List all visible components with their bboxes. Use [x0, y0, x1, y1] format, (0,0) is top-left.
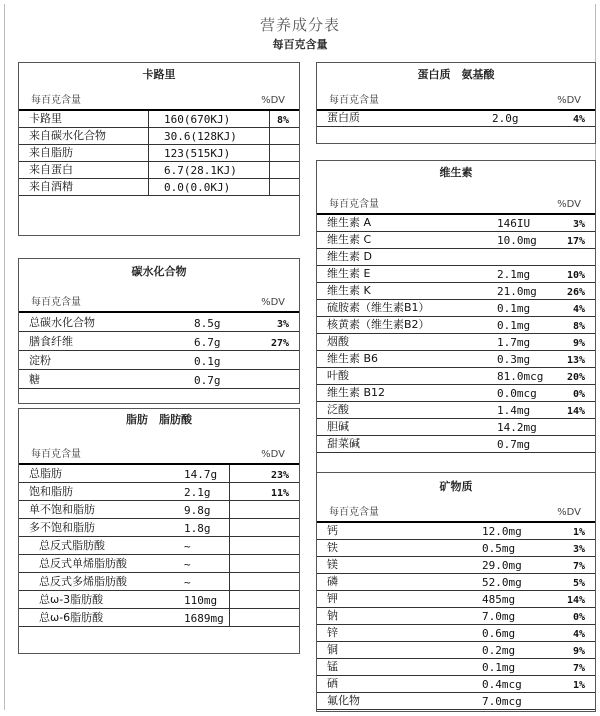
nutrient-name: 总反式脂肪酸: [39, 539, 105, 552]
nutrient-rows: [317, 111, 595, 127]
nutrient-row: [317, 642, 595, 659]
nutrient-daily-value: 1%: [572, 680, 585, 691]
nutrient-amount: 6.7(28.1KJ): [164, 164, 237, 177]
nutrient-row: [19, 501, 299, 519]
protein-panel: [316, 62, 596, 144]
nutrient-amount: 10.0mg: [497, 234, 537, 247]
nutrient-name: 来自蛋白: [29, 163, 73, 176]
nutrient-amount: ~: [184, 558, 191, 571]
daily-value-label: %DV: [557, 507, 581, 518]
nutrient-amount: 7.0mg: [482, 610, 516, 623]
nutrient-row: [19, 128, 299, 145]
nutrient-row: [317, 608, 595, 625]
nutrient-name: 硫胺素（维生素B1）: [327, 301, 430, 314]
vitamins-panel: [316, 160, 596, 474]
nutrient-amount: 0.3mg: [497, 353, 531, 366]
nutrient-row: [317, 625, 595, 642]
fats-panel: [18, 408, 300, 654]
nutrient-row: [317, 540, 595, 557]
nutrient-amount: 0.1mg: [482, 661, 516, 674]
daily-value-label: %DV: [261, 95, 285, 106]
per-100g-label: 每百克含量: [329, 199, 379, 210]
nutrient-daily-value: 26%: [566, 287, 585, 298]
nutrient-amount: 30.6(128KJ): [164, 130, 237, 143]
nutrient-row: [19, 179, 299, 196]
nutrient-row: [317, 574, 595, 591]
nutrient-daily-value: 1%: [572, 527, 585, 538]
nutrient-row: [19, 519, 299, 537]
nutrient-name: 甜菜碱: [327, 437, 360, 450]
nutrient-amount: 0.4mcg: [482, 678, 522, 691]
nutrient-row: [19, 573, 299, 591]
nutrient-name: 硒: [327, 677, 338, 690]
nutrient-amount: 1.4mg: [497, 404, 531, 417]
nutrient-daily-value: 11%: [270, 488, 289, 499]
nutrient-name: 总ω-3脂肪酸: [39, 593, 104, 606]
nutrient-row: [317, 232, 595, 249]
nutrient-daily-value: 10%: [566, 270, 585, 281]
nutrient-name: 铁: [327, 541, 338, 554]
nutrient-amount: 0.0mcg: [497, 387, 537, 400]
nutrient-name: 糖: [29, 373, 40, 386]
nutrient-row: [317, 215, 595, 232]
nutrient-amount: 0.1g: [194, 355, 221, 368]
panel-header: [19, 285, 299, 313]
nutrient-name: 维生素 B6: [327, 352, 379, 365]
nutrient-name: 钾: [327, 592, 338, 605]
nutrient-daily-value: 3%: [572, 219, 585, 230]
nutrient-row: [317, 249, 595, 266]
nutrient-name: 氟化物: [327, 694, 360, 707]
nutrient-amount: 146IU: [497, 217, 531, 230]
per-100g-label: 每百克含量: [31, 95, 81, 106]
nutrient-row: [317, 591, 595, 608]
nutrient-row: [317, 385, 595, 402]
nutrient-amount: 81.0mcg: [497, 370, 544, 383]
nutrient-name: 来自碳水化合物: [29, 129, 106, 142]
nutrient-amount: 52.0mg: [482, 576, 522, 589]
nutrient-row: [19, 111, 299, 128]
nutrient-amount: ~: [184, 540, 191, 553]
nutrient-rows: [19, 111, 299, 196]
panel-header: [19, 87, 299, 111]
carbohydrates-panel: [18, 258, 300, 404]
nutrient-amount: 1689mg: [184, 612, 224, 625]
nutrient-name: 单不饱和脂肪: [29, 503, 95, 516]
nutrient-amount: 0.7g: [194, 374, 221, 387]
nutrient-name: 总脂肪: [29, 467, 62, 480]
nutrient-row: [19, 465, 299, 483]
nutrient-name: 总反式单烯脂肪酸: [39, 557, 127, 570]
nutrient-row: [19, 555, 299, 573]
nutrient-daily-value: 7%: [572, 663, 585, 674]
nutrient-amount: 0.0(0.0KJ): [164, 181, 231, 194]
nutrient-amount: 14.7g: [184, 468, 218, 481]
per-100g-label: 每百克含量: [31, 449, 81, 460]
nutrient-amount: 14.2mg: [497, 421, 537, 434]
nutrient-row: [317, 419, 595, 436]
nutrient-amount: 2.0g: [492, 112, 519, 125]
nutrient-name: 维生素 D: [327, 250, 372, 263]
nutrient-name: 钠: [327, 609, 338, 622]
panel-title: 蛋白质 氨基酸: [417, 68, 495, 81]
nutrient-amount: 0.6mg: [482, 627, 516, 640]
nutrient-daily-value: 14%: [566, 595, 585, 606]
per-100g-label: 每百克含量: [329, 95, 379, 106]
nutrient-amount: 485mg: [482, 593, 516, 606]
nutrient-row: [317, 368, 595, 385]
nutrient-daily-value: 0%: [572, 612, 585, 623]
nutrient-daily-value: 0%: [572, 389, 585, 400]
nutrient-daily-value: 13%: [566, 355, 585, 366]
nutrient-daily-value: 4%: [572, 629, 585, 640]
nutrient-amount: 1.8g: [184, 522, 211, 535]
nutrient-name: 维生素 E: [327, 267, 371, 280]
nutrient-daily-value: 4%: [572, 114, 585, 125]
nutrient-rows: [19, 465, 299, 627]
nutrient-amount: 0.5mg: [482, 542, 516, 555]
nutrient-daily-value: 5%: [572, 578, 585, 589]
nutrient-row: [19, 370, 299, 389]
nutrient-row: [317, 266, 595, 283]
nutrient-row: [317, 351, 595, 368]
panel-title: 碳水化合物: [131, 265, 187, 278]
nutrient-name: 胆碱: [327, 420, 349, 433]
nutrient-name: 饱和脂肪: [29, 485, 73, 498]
nutrient-amount: 21.0mg: [497, 285, 537, 298]
nutrient-name: 维生素 B12: [327, 386, 386, 399]
nutrient-amount: 7.0mcg: [482, 695, 522, 708]
calories-panel: [18, 62, 300, 236]
nutrient-amount: 110mg: [184, 594, 218, 607]
nutrient-row: [19, 537, 299, 555]
nutrient-daily-value: 14%: [566, 406, 585, 417]
nutrient-row: [317, 523, 595, 540]
panel-header: [317, 87, 595, 111]
nutrient-name: 维生素 C: [327, 233, 372, 246]
nutrient-amount: 29.0mg: [482, 559, 522, 572]
nutrient-name: 总ω-6脂肪酸: [39, 611, 104, 624]
nutrient-daily-value: 23%: [270, 470, 289, 481]
nutrient-amount: 0.1mg: [497, 302, 531, 315]
nutrient-daily-value: 4%: [572, 304, 585, 315]
nutrient-rows: [317, 523, 595, 710]
nutrient-row: [19, 591, 299, 609]
nutrient-row: [19, 351, 299, 370]
nutrient-amount: 1.7mg: [497, 336, 531, 349]
column-divider: [269, 111, 270, 196]
panel-header: [19, 431, 299, 465]
nutrient-daily-value: 8%: [276, 115, 289, 126]
nutrient-rows: [317, 215, 595, 453]
nutrient-daily-value: 7%: [572, 561, 585, 572]
nutrient-amount: 6.7g: [194, 336, 221, 349]
nutrient-name: 叶酸: [327, 369, 349, 382]
nutrient-amount: 9.8g: [184, 504, 211, 517]
nutrient-row: [317, 111, 595, 127]
minerals-panel: [316, 472, 596, 712]
panel-header: [317, 185, 595, 215]
nutrient-daily-value: 9%: [572, 646, 585, 657]
nutrient-name: 淀粉: [29, 354, 51, 367]
nutrient-name: 核黄素（维生素B2）: [327, 318, 430, 331]
panel-header: [317, 501, 595, 523]
nutrient-row: [317, 676, 595, 693]
column-divider: [229, 465, 230, 627]
daily-value-label: %DV: [261, 449, 285, 460]
nutrient-amount: 123(515KJ): [164, 147, 231, 160]
panel-title: 卡路里: [142, 68, 176, 81]
page-subtitle: 每百克含量: [272, 38, 328, 51]
nutrient-row: [317, 402, 595, 419]
daily-value-label: %DV: [557, 199, 581, 210]
nutrient-row: [317, 436, 595, 453]
page-title: 营养成分表: [259, 16, 340, 34]
nutrient-name: 来自酒精: [29, 180, 73, 193]
nutrient-name: 磷: [327, 575, 338, 588]
nutrient-row: [317, 693, 595, 710]
per-100g-label: 每百克含量: [31, 297, 81, 308]
nutrient-amount: 2.1g: [184, 486, 211, 499]
nutrient-daily-value: 17%: [566, 236, 585, 247]
nutrient-name: 锰: [327, 660, 338, 673]
nutrient-amount: 0.7mg: [497, 438, 531, 451]
nutrient-name: 锌: [327, 626, 338, 639]
nutrient-amount: 160(670KJ): [164, 113, 231, 126]
nutrient-name: 多不饱和脂肪: [29, 521, 95, 534]
nutrient-row: [317, 300, 595, 317]
nutrient-name: 来自脂肪: [29, 146, 73, 159]
nutrient-name: 总反式多烯脂肪酸: [39, 575, 127, 588]
column-divider: [148, 111, 149, 196]
nutrient-amount: 8.5g: [194, 317, 221, 330]
nutrient-row: [19, 162, 299, 179]
nutrient-amount: 2.1mg: [497, 268, 531, 281]
daily-value-label: %DV: [261, 297, 285, 308]
nutrient-amount: 0.2mg: [482, 644, 516, 657]
nutrient-daily-value: 27%: [270, 338, 289, 349]
panel-title: 矿物质: [439, 480, 473, 493]
nutrient-amount: 12.0mg: [482, 525, 522, 538]
nutrient-name: 总碳水化合物: [29, 316, 95, 329]
nutrient-name: 维生素 A: [327, 216, 372, 229]
nutrient-row: [317, 317, 595, 334]
nutrient-name: 卡路里: [29, 112, 62, 125]
per-100g-label: 每百克含量: [329, 507, 379, 518]
nutrient-row: [317, 557, 595, 574]
nutrient-daily-value: 3%: [276, 319, 289, 330]
nutrient-row: [317, 659, 595, 676]
nutrient-name: 泛酸: [327, 403, 349, 416]
nutrient-name: 镁: [327, 558, 338, 571]
nutrient-name: 维生素 K: [327, 284, 371, 297]
nutrient-daily-value: 9%: [572, 338, 585, 349]
nutrient-amount: ~: [184, 576, 191, 589]
nutrient-name: 烟酸: [327, 335, 349, 348]
nutrient-row: [19, 332, 299, 351]
nutrient-row: [19, 313, 299, 332]
nutrient-amount: 0.1mg: [497, 319, 531, 332]
nutrient-row: [317, 334, 595, 351]
nutrient-name: 膳食纤维: [29, 335, 73, 348]
nutrient-name: 钙: [327, 524, 338, 537]
nutrient-row: [19, 609, 299, 627]
nutrient-rows: [19, 313, 299, 389]
nutrient-daily-value: 20%: [566, 372, 585, 383]
daily-value-label: %DV: [557, 95, 581, 106]
nutrient-daily-value: 8%: [572, 321, 585, 332]
nutrient-name: 蛋白质: [327, 111, 360, 124]
nutrient-row: [317, 283, 595, 300]
nutrient-row: [19, 145, 299, 162]
nutrient-daily-value: 3%: [572, 544, 585, 555]
nutrient-row: [19, 483, 299, 501]
panel-title: 维生素: [439, 166, 473, 179]
panel-title: 脂肪 脂肪酸: [126, 413, 192, 426]
nutrient-name: 铜: [327, 643, 338, 656]
